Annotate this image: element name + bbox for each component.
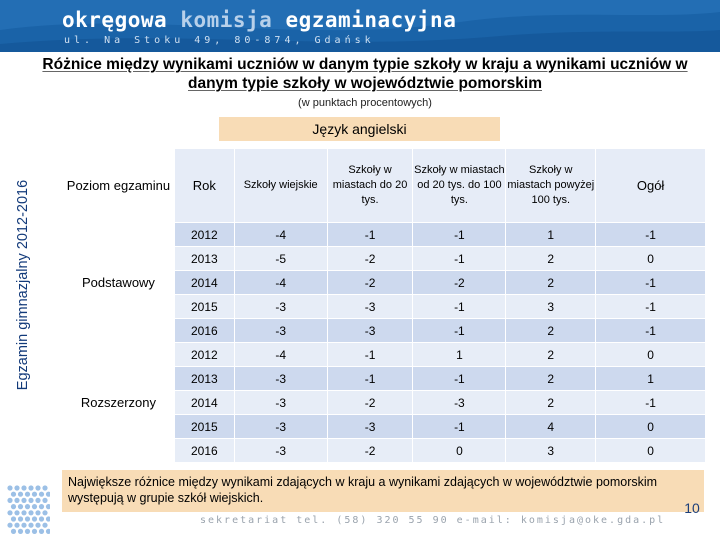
header-city-100: Szkoły w miastach od 20 tys. do 100 tys. [413, 149, 506, 223]
decor-dot [35, 485, 40, 490]
cell-city20: -1 [327, 343, 413, 367]
decor-dot [11, 516, 16, 521]
cell-city100: 1 [413, 343, 506, 367]
cell-year: 2014 [174, 271, 234, 295]
header-band [0, 0, 720, 52]
decor-dot [14, 510, 19, 515]
decor-dot [25, 516, 30, 521]
subject-label: Język angielski [219, 117, 500, 141]
cell-year: 2013 [174, 247, 234, 271]
cell-year: 2012 [174, 223, 234, 247]
cell-total: 0 [596, 247, 706, 271]
decor-dot [46, 516, 50, 521]
decor-dot [39, 492, 44, 497]
decor-dot [39, 529, 44, 534]
decor-dot [32, 529, 37, 534]
decor-dot [18, 529, 23, 534]
decor-dot [7, 510, 12, 515]
cell-year: 2016 [174, 439, 234, 463]
cell-rural: -3 [234, 319, 327, 343]
cell-rural: -4 [234, 271, 327, 295]
footer-contact: sekretariat tel. (58) 320 55 90 e-mail: komisja@oke.gda.pl [200, 515, 666, 526]
decor-dot [28, 485, 33, 490]
decor-dot [46, 529, 50, 534]
decor-dot [21, 510, 26, 515]
results-table [62, 148, 706, 463]
cell-city100plus: 2 [506, 319, 596, 343]
cell-year: 2014 [174, 391, 234, 415]
decor-dot [7, 523, 12, 528]
logo-word-3: egzaminacyjna [285, 8, 457, 32]
decor-dot [21, 485, 26, 490]
decor-dot [42, 498, 47, 503]
cell-year: 2015 [174, 415, 234, 439]
decor-dot [39, 516, 44, 521]
decor-dot [25, 492, 30, 497]
cell-city20: -2 [327, 271, 413, 295]
cell-city100: -2 [413, 271, 506, 295]
cell-city20: -2 [327, 439, 413, 463]
decor-dot [18, 504, 23, 509]
decor-dot [42, 485, 47, 490]
decor-dot [14, 485, 19, 490]
decor-dot [25, 504, 30, 509]
dot-pattern-decoration [6, 484, 50, 536]
page-subtitle: (w punktach procentowych) [298, 97, 432, 109]
decor-dot [25, 529, 30, 534]
header-rural: Szkoły wiejskie [234, 149, 327, 223]
decor-dot [32, 516, 37, 521]
cell-total: 0 [596, 439, 706, 463]
level-cell: Podstawowy [63, 223, 175, 343]
table-body [63, 223, 706, 463]
cell-city20: -2 [327, 247, 413, 271]
decor-dot [32, 492, 37, 497]
cell-total: 0 [596, 343, 706, 367]
page-number: 10 [684, 500, 700, 516]
decor-dot [11, 492, 16, 497]
logo-address: ul. Na Stoku 49, 80-874, Gdańsk [64, 35, 375, 46]
decor-dot [28, 498, 33, 503]
cell-city100: -1 [413, 319, 506, 343]
decor-dot [18, 492, 23, 497]
decor-dot [46, 504, 50, 509]
cell-city100: -3 [413, 391, 506, 415]
cell-city100plus: 3 [506, 439, 596, 463]
decor-dot [32, 504, 37, 509]
cell-rural: -3 [234, 295, 327, 319]
cell-rural: -3 [234, 367, 327, 391]
decor-dot [14, 523, 19, 528]
cell-city100plus: 2 [506, 271, 596, 295]
cell-total: -1 [596, 271, 706, 295]
decor-dot [7, 485, 12, 490]
decor-dot [39, 504, 44, 509]
cell-city100: 0 [413, 439, 506, 463]
cell-city100: -1 [413, 223, 506, 247]
table-header-row [63, 149, 706, 223]
level-cell: Rozszerzony [63, 343, 175, 463]
cell-city100plus: 2 [506, 247, 596, 271]
header-total: Ogół [596, 149, 706, 223]
summary-note: Największe różnice między wynikami zdających w kraju a wynikami zdających w województwie pomorskim występują w grupie szkół wiejskich. [62, 470, 704, 512]
logo-title [62, 8, 456, 32]
cell-year: 2012 [174, 343, 234, 367]
cell-city100plus: 1 [506, 223, 596, 247]
decor-dot [42, 523, 47, 528]
decor-dot [7, 498, 12, 503]
cell-total: -1 [596, 295, 706, 319]
cell-total: 0 [596, 415, 706, 439]
decor-dot [21, 498, 26, 503]
table-row [63, 223, 706, 247]
cell-total: -1 [596, 391, 706, 415]
cell-city20: -1 [327, 367, 413, 391]
cell-city100plus: 2 [506, 343, 596, 367]
decor-dot [42, 510, 47, 515]
cell-year: 2015 [174, 295, 234, 319]
cell-city100: -1 [413, 367, 506, 391]
decor-dot [28, 510, 33, 515]
decor-dot [21, 523, 26, 528]
header-level: Poziom egzaminu [63, 149, 175, 223]
cell-city20: -1 [327, 223, 413, 247]
decor-dot [14, 498, 19, 503]
header-city-20: Szkoły w miastach do 20 tys. [327, 149, 413, 223]
cell-rural: -5 [234, 247, 327, 271]
cell-total: 1 [596, 367, 706, 391]
decor-dot [35, 498, 40, 503]
cell-city100: -1 [413, 295, 506, 319]
decor-dot [28, 523, 33, 528]
cell-total: -1 [596, 319, 706, 343]
cell-year: 2016 [174, 319, 234, 343]
decor-dot [11, 504, 16, 509]
side-label: Egzamin gimnazjalny 2012-2016 [15, 179, 31, 391]
cell-rural: -3 [234, 415, 327, 439]
cell-city20: -3 [327, 319, 413, 343]
logo-word-2: komisja [180, 8, 273, 32]
header-year: Rok [174, 149, 234, 223]
cell-rural: -3 [234, 391, 327, 415]
header-city-100-plus: Szkoły w miastach powyżej 100 tys. [506, 149, 596, 223]
cell-total: -1 [596, 223, 706, 247]
cell-city20: -3 [327, 415, 413, 439]
cell-rural: -4 [234, 343, 327, 367]
decor-dot [11, 529, 16, 534]
cell-city100: -1 [413, 247, 506, 271]
page-title: Różnice między wynikami uczniów w danym typie szkoły w kraju a wynikami uczniów w danym typie szkoły w województwie pomorskim [42, 56, 688, 92]
decor-dot [35, 523, 40, 528]
decor-dot [18, 516, 23, 521]
logo-word-1: okręgowa [62, 8, 168, 32]
cell-city100plus: 2 [506, 391, 596, 415]
cell-city100plus: 3 [506, 295, 596, 319]
cell-city100plus: 2 [506, 367, 596, 391]
cell-city100: -1 [413, 415, 506, 439]
cell-year: 2013 [174, 367, 234, 391]
decor-dot [46, 492, 50, 497]
cell-city100plus: 4 [506, 415, 596, 439]
cell-city20: -3 [327, 295, 413, 319]
cell-rural: -3 [234, 439, 327, 463]
cell-rural: -4 [234, 223, 327, 247]
decor-dot [35, 510, 40, 515]
cell-city20: -2 [327, 391, 413, 415]
table-row [63, 343, 706, 367]
